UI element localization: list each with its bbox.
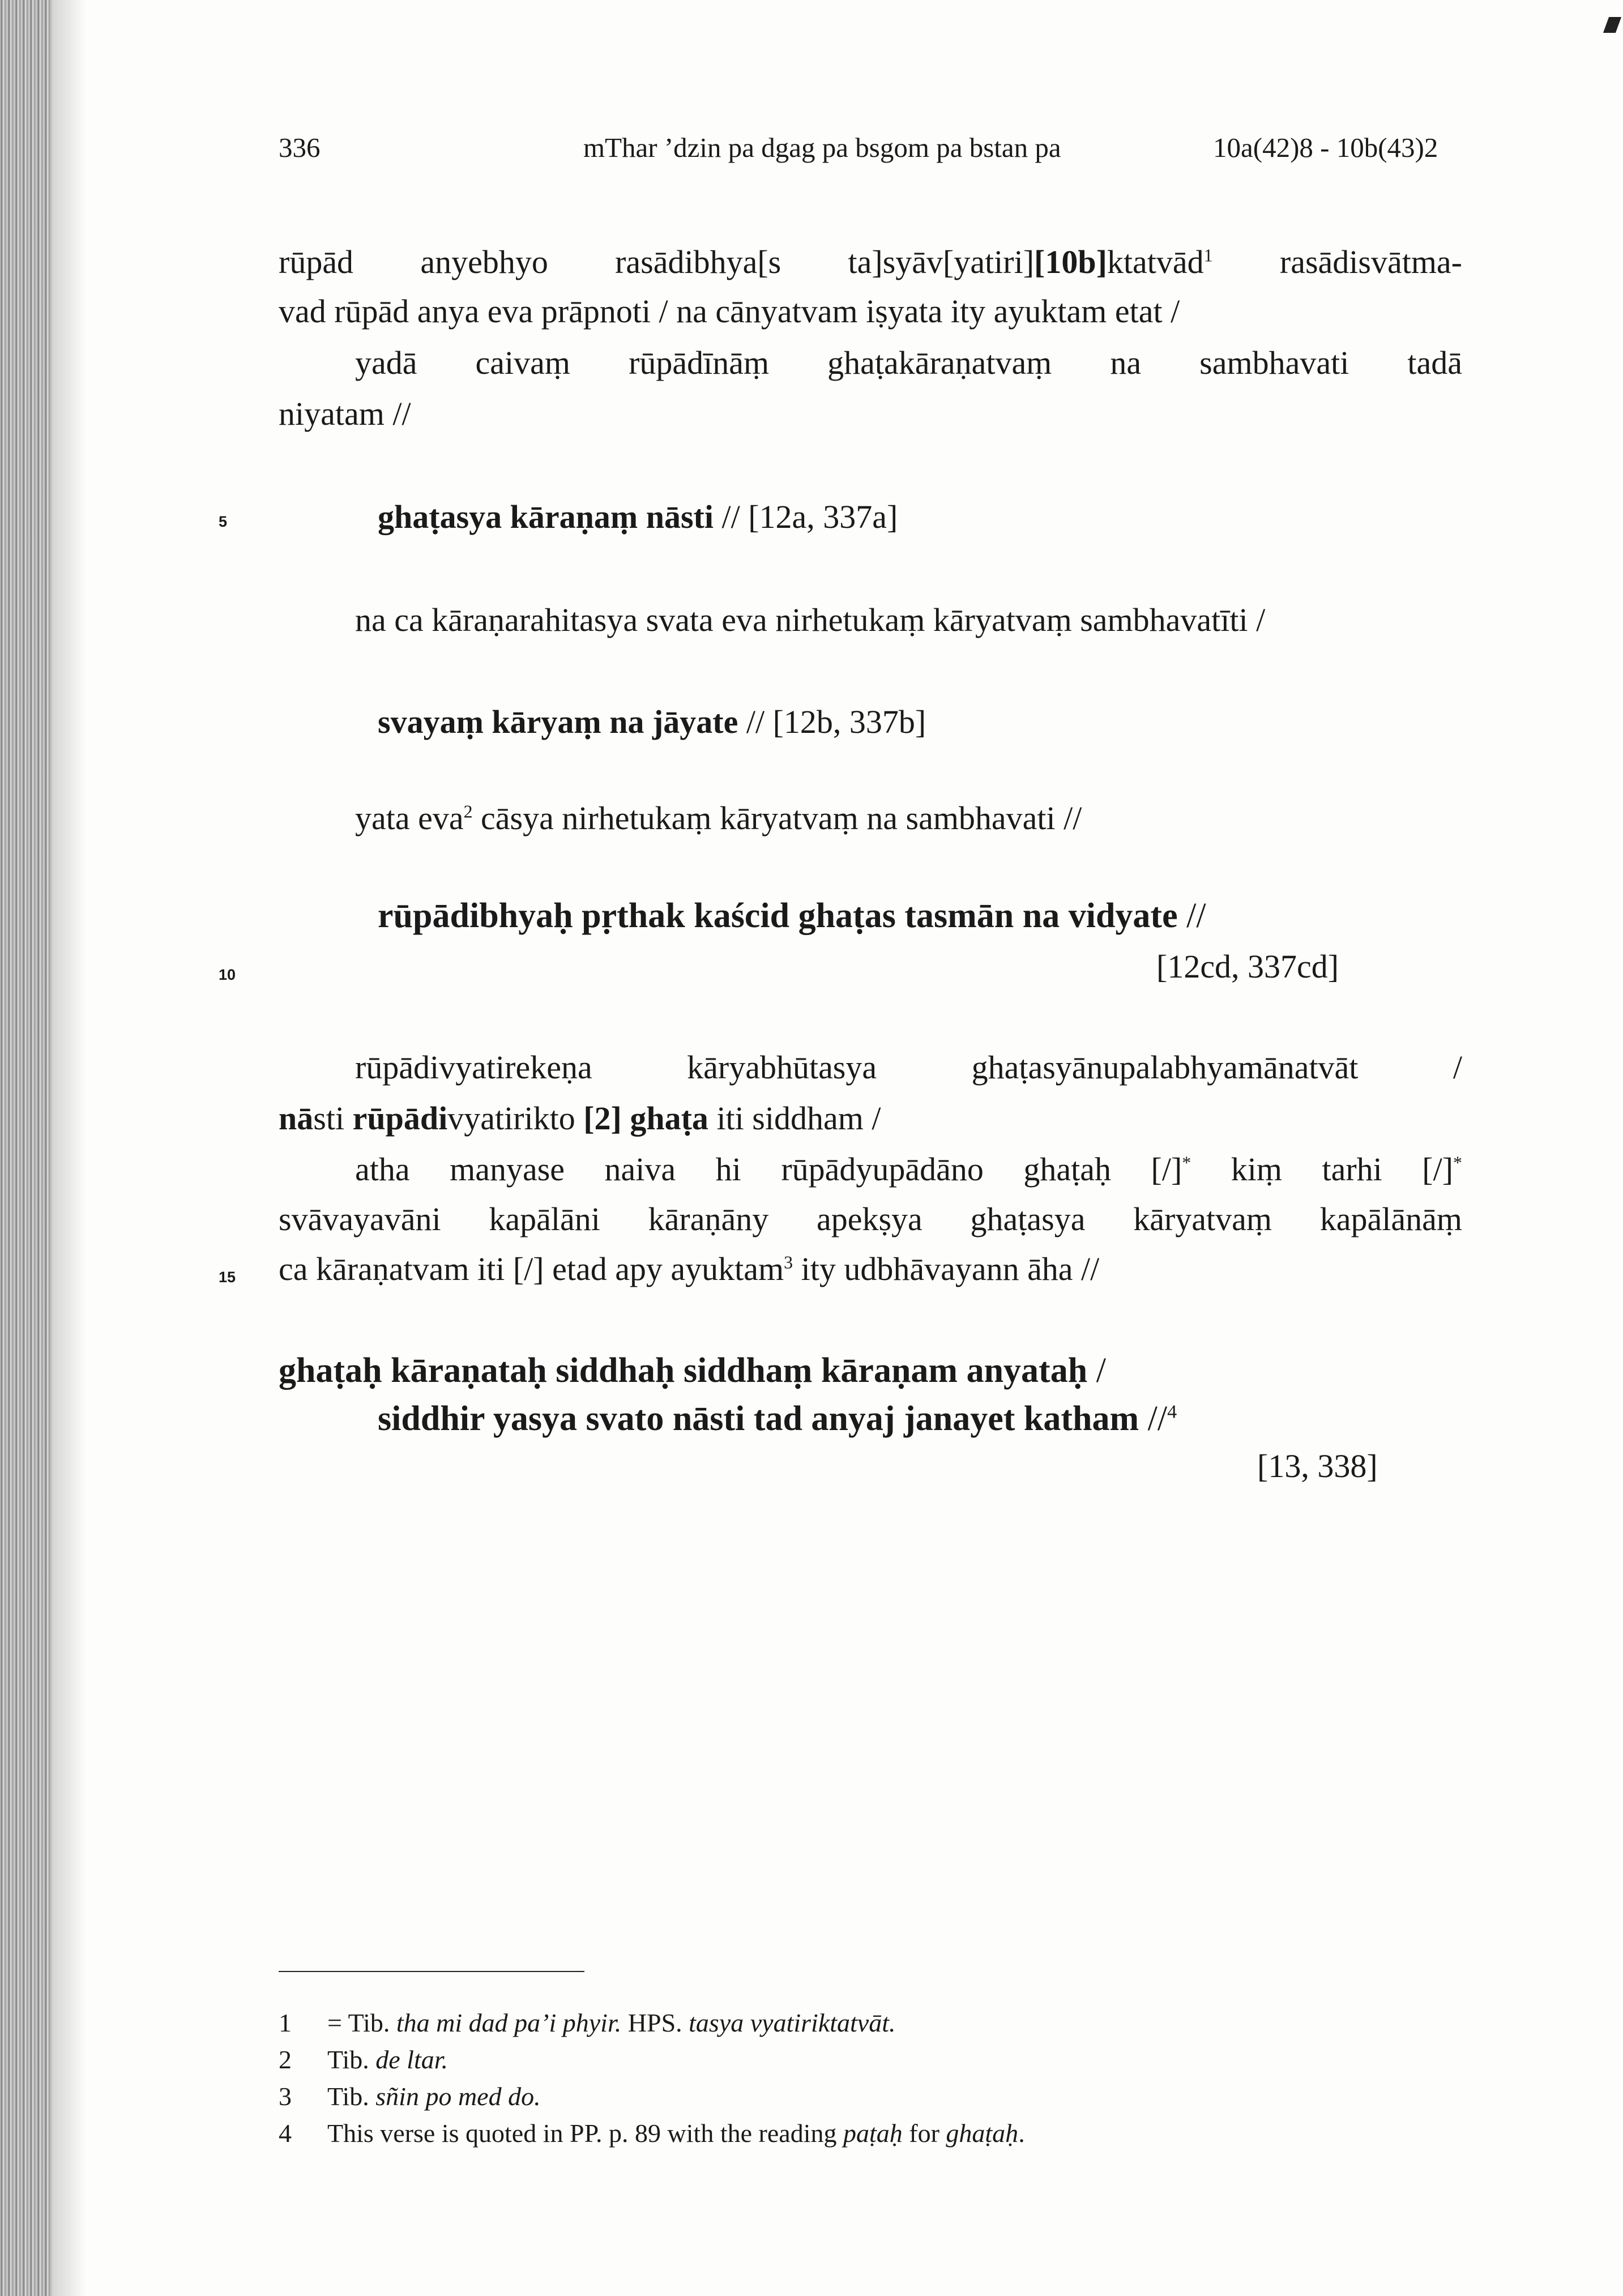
verse-12cd: rūpādibhyaḥ pṛthak kaścid ghaṭas tasmān na vidyate // [378, 897, 1206, 935]
body-line: atha manyase naiva hi rūpādyupādāno ghaṭaḥ [/]* kiṃ tarhi [/]* [355, 1151, 1462, 1188]
body-line: rūpādivyatirekeṇa kāryabhūtasya ghaṭasyānupalabhyamānatvāt / [355, 1049, 1462, 1086]
line-number: 5 [219, 513, 228, 530]
verse-12a: ghaṭasya kāraṇaṃ nāsti // [12a, 337a] [378, 498, 898, 535]
line-number: 10 [219, 966, 236, 983]
verse-13-line-1: ghaṭaḥ kāraṇataḥ siddhaḥ siddhaṃ kāraṇam anyataḥ / [279, 1351, 1106, 1390]
footnote-1: 1 = Tib. tha mi dad pa’i phyir. HPS. tasya vyatiriktatvāt. [279, 2008, 896, 2037]
line-number: 15 [219, 1269, 236, 1286]
body-line: niyatam // [279, 395, 411, 432]
verse-reference: [12cd, 337cd] [1156, 948, 1339, 985]
body-line: vad rūpād anya eva prāpnoti / na cānyatvam iṣyata ity ayuktam etat / [279, 293, 1180, 330]
body-line: na ca kāraṇarahitasya svata eva nirhetukaṃ kāryatvaṃ sambhavatīti / [355, 601, 1266, 638]
verse-12b: svayaṃ kāryaṃ na jāyate // [12b, 337b] [378, 703, 926, 740]
body-line: yadā caivaṃ rūpādīnāṃ ghaṭakāraṇatvaṃ na sambhavati tadā [355, 344, 1462, 381]
folio-reference: 10a(42)8 - 10b(43)2 [1213, 132, 1438, 163]
scan-corner-mark [1603, 17, 1621, 33]
running-title: mThar ’dzin pa dgag pa bsgom pa bstan pa [583, 132, 1061, 163]
verse-reference: [13, 338] [1257, 1448, 1378, 1484]
body-line: yata eva$^2$ cāsya nirhetukaṃ kāryatvaṃ na sambhavati // [355, 800, 1082, 837]
body-line: rūpād anyebhyo rasādibhya[s ta]syāv[yatiri][10b]ktatvād$^1$ rasādisvātma- [279, 244, 1462, 280]
page-number: 336 [279, 132, 321, 163]
footnote-3: 3 Tib. sñin po med do. [279, 2082, 541, 2111]
gutter-shade [52, 0, 86, 2296]
verse-13-line-2: siddhir yasya svato nāsti tad anyaj janayet katham //$^4$ [378, 1399, 1177, 1438]
body-line: svāvayavāni kapālāni kāraṇāny apekṣya ghaṭasya kāryatvaṃ kapālānāṃ [279, 1201, 1462, 1237]
body-line: nāsti rūpādivyatirikto [2] ghaṭa iti siddham / [279, 1100, 881, 1137]
footnote-2: 2 Tib. de ltar. [279, 2045, 449, 2074]
body-line: ca kāraṇatvam iti [/] etad apy ayuktam$^3$ ity udbhāvayann āha // [279, 1251, 1100, 1287]
footnote-rule [279, 1971, 584, 1972]
footnote-4: 4 This verse is quoted in PP. p. 89 with the reading paṭaḥ for ghaṭaḥ. [279, 2119, 1025, 2148]
book-spine-shadow [0, 0, 52, 2296]
